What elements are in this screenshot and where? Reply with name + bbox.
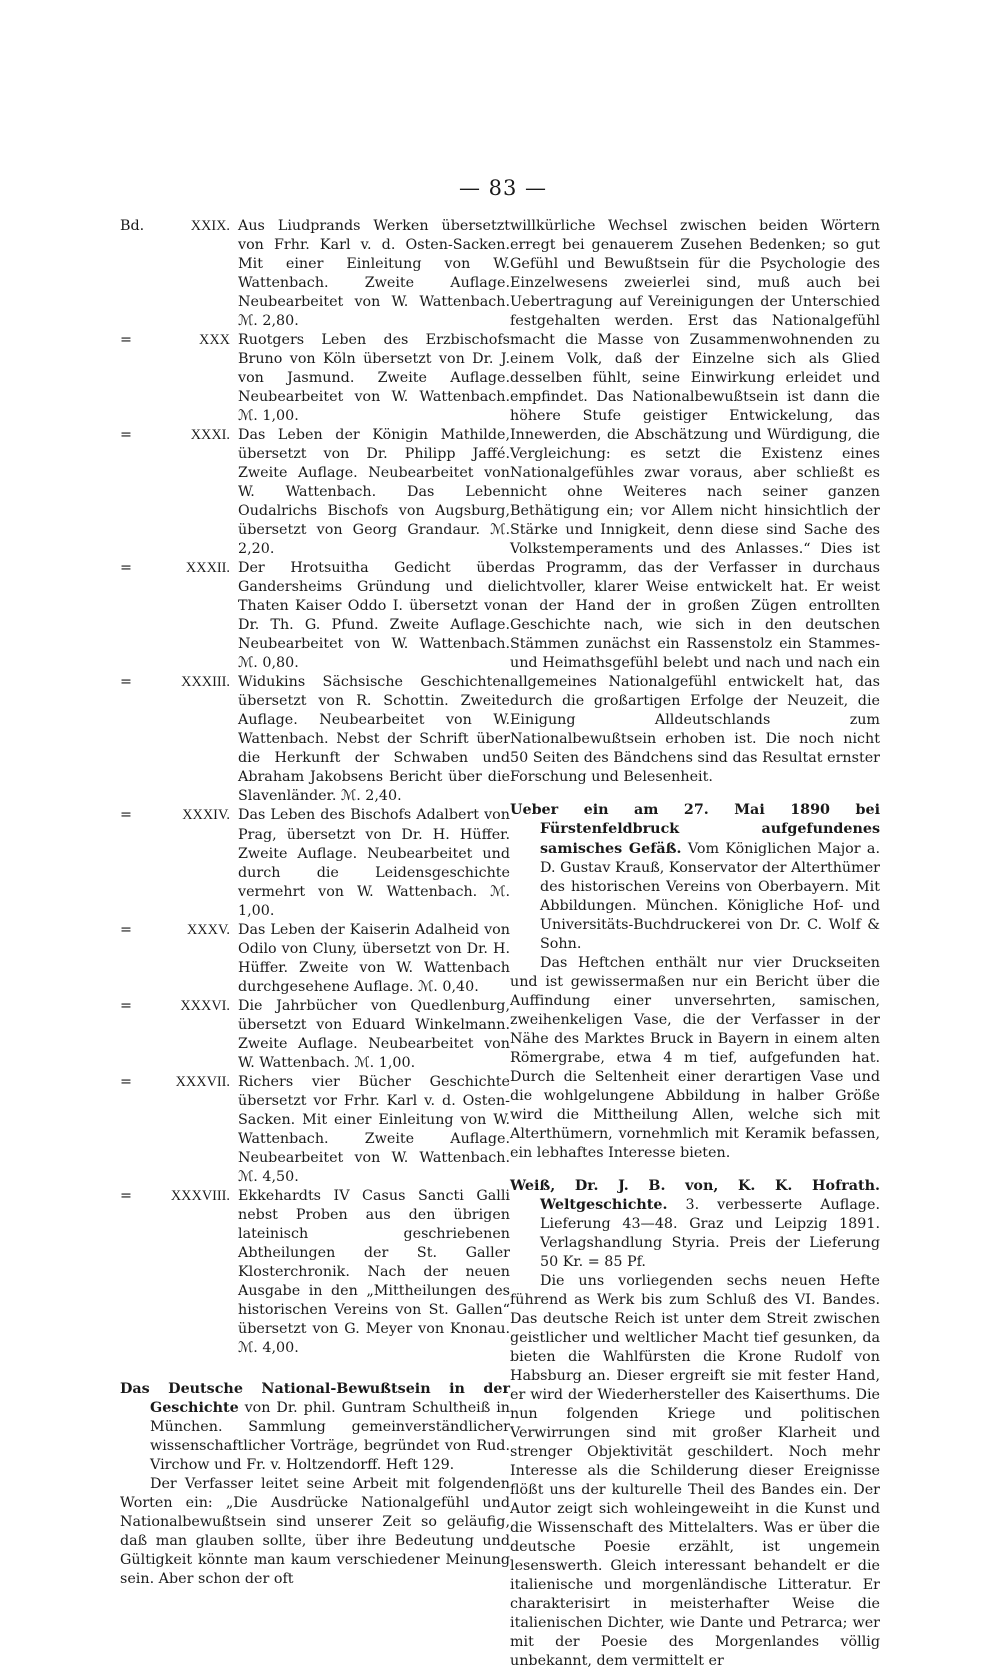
- ditto-mark: =: [120, 1073, 132, 1090]
- review-citation: 3. verbesserte Auflage. Lieferung 43—48. Graz und Leipzig 1891. Verlagshandlung Styria. Preis der Lieferung 50 Kr. = 85 Pf.: [540, 1196, 881, 1270]
- continuation-text: willkürliche Wechsel zwischen beiden Wörtern erregt bei genauerem Zusehen Bedenken; so gut Gefühl und Bewußtsein für die Psychologie des Einzelwesens zweierlei sind, muß auch bei Uebertragung auf Vereinigungen der Unterschied festgehalten werden. Erst das Nationalgefühl macht die Masse von Zusammenwohnenden zu einem Volk, daß der Einzelne sich als Glied desselben fühlt, seine Einwirkung erleidet und empfindet. Das Nationalbewußtsein ist dann die höhere Stufe geistiger Entwickelung, das Innewerden, die Abschätzung und Würdigung, die Vergleichung: es setzt die Existenz eines Nationalgefühles zwar voraus, aber schließt es nicht ohne Weiteres nach seiner ganzen Bethätigung ein; vor Allem nicht hinsichtlich der Stärke und Innigkeit, denn diese sind Sache des Volkstemperaments und des Anlasses.“ Dies ist das Programm, das der Verfasser in durchaus lichtvoller, klarer Weise entwickelt hat. Er weist an der Hand der in großen Zügen entrollten Geschichte nach, wie sich in den deutschen Stämmen zunächst ein Rassenstolz ein Stammes- und Heimathsgefühl belebt und nach und nach ein allgemeines Nationalgefühl entwickelt hat, das durch die großartigen Erfolge der Neuzeit, die Einigung Alldeutschlands zum Nationalbewußtsein erhoben ist. Die noch nicht 50 Seiten des Bändchens sind das Resultat ernster Forschung und Belesenheit.: [510, 218, 880, 786]
- review-samian-vessel: [510, 801, 880, 1162]
- volume-number: XXXVI.: [180, 997, 230, 1014]
- ditto-mark: =: [120, 997, 132, 1014]
- review-citation: Vom Königlichen Major a. D. Gustav Krauß, Konservator der Alterthümer des historischen Vereins von Oberbayern. Mit Abbildungen. München. Königliche Hof- und Universitäts-Buchdruckerei von Dr. C. Wolf & Sohn.: [540, 840, 881, 952]
- series-entry: [120, 426, 510, 559]
- ditto-mark: =: [120, 674, 132, 691]
- page-number: — 83 —: [458, 176, 548, 200]
- review-header: [510, 1177, 880, 1272]
- ditto-mark: =: [120, 427, 132, 444]
- volume-number: XXXV.: [186, 921, 230, 938]
- ditto-mark: =: [120, 807, 132, 824]
- entry-text: Ruotgers Leben des Erzbischofs Bruno von Köln übersetzt von Dr. J. von Jasmund. Zweite Auflage. Neubearbeitet von W. Wattenbach. ℳ. 1,00.: [238, 332, 510, 425]
- review-text: Der Verfasser leitet seine Arbeit mit folgenden Worten ein: „Die Ausdrücke Nationalgefühl und Nationalbewußtsein sind unserer Zeit so geläufig, daß man glauben sollte, über ihre Bedeutung und Gültigkeit könnte man kaum verschiedener Meinung sein. Aber schon der oft: [120, 1476, 510, 1588]
- series-entry: [120, 997, 510, 1073]
- series-entry: [120, 559, 510, 673]
- entry-text: Widukins Sächsische Geschichten übersetzt von R. Schottin. Zweite Auflage. Neubearbeitet von W. Wattenbach. Nebst der Schrift über die Herkunft der Schwaben und Abraham Jakobsens Bericht über die Slavenländer. ℳ. 2,40.: [238, 674, 510, 805]
- volume-number: XXXIII.: [181, 674, 230, 691]
- ditto-mark: =: [120, 332, 132, 349]
- entry-text: Die Jahrbücher von Quedlenburg, übersetzt von Eduard Winkelmann. Zweite Auflage. Neubearbeitet von W. Wattenbach. ℳ. 1,00.: [238, 997, 510, 1071]
- review-title: Das Deutsche National-Bewußtsein in der Geschichte: [120, 1380, 510, 1416]
- series-entry: [120, 331, 510, 426]
- ditto-mark: =: [120, 921, 132, 938]
- review-header: [510, 801, 880, 953]
- volume-number: XXXII.: [185, 560, 230, 577]
- series-entry: [120, 1187, 510, 1358]
- review-title: Weiß, Dr. J. B. von, K. K. Hofrath. Weltgeschichte.: [510, 1177, 880, 1213]
- review-continuation: [510, 217, 880, 787]
- volume-number: XXXVIII.: [170, 1187, 230, 1204]
- volume-number: XXXIV.: [182, 807, 230, 824]
- review-text: Die uns vorliegenden sechs neuen Hefte führend as Werk bis zum Schluß des VI. Bandes. Das deutsche Reich ist unter dem Streit zwischen geistlicher und weltlicher Macht tief gesunken, da bieten die Wahlfürsten die Krone Rudolf von Habsburg an. Dieser ergreift sie mit fester Hand, er wird der Wiederhersteller des Kaiserthums. Die nun folgenden Kriege und politischen Verwirrungen sind mit großer Klarheit und strenger Objektivität geschildert. Noch mehr Interesse als die Schilderung dieser Ereignisse flößt uns der kulturelle Theil des Bandes ein. Der Autor zeigt sich wohleingeweiht in die Kunst und die Wissenschaft des Mittelalters. Was er über die deutsche Poesie erzählt, ist ungemein lesenswerth. Gleich interessant behandelt er die italienische und morgenländische Litteratur. Er charakterisirt in meisterhafter Weise die italienischen Dichter, wie Dante und Petrarca; wer mit der Poesie des Morgenlandes völlig unbekannt, dem vermittelt er: [510, 1272, 880, 1670]
- entry-text: Ekkehardts IV Casus Sancti Galli nebst Proben aus den übrigen lateinisch geschriebenen Abtheilungen der St. Galler Klosterchronik. Nach der neuen Ausgabe in den „Mittheilungen des historischen Vereins von St. Gallen“ übersetzt von G. Meyer von Knonau. ℳ. 4,00.: [238, 1187, 510, 1356]
- right-column: [510, 217, 880, 1671]
- series-entry: [120, 806, 510, 920]
- volume-label: Bd.: [120, 218, 145, 234]
- review-weltgeschichte: [510, 1177, 880, 1671]
- ditto-mark: =: [120, 1187, 132, 1204]
- series-entry: [120, 921, 510, 997]
- entry-text: Der Hrotsuitha Gedicht über Gandersheims Gründung und die Thaten Kaiser Oddo I. übersetzt von Dr. Th. G. Pfund. Zweite Auflage. Neubearbeitet von W. Wattenbach. ℳ. 0,80.: [238, 560, 510, 672]
- series-entry: [120, 1073, 510, 1187]
- entry-text: Das Leben der Kaiserin Adalheid von Odilo von Cluny, übersetzt von Dr. H. Hüffer. Zweite von W. Wattenbach durchgesehene Auflage. ℳ. 0,40.: [238, 921, 510, 995]
- series-entry: [120, 217, 510, 331]
- volume-number: XXXI.: [190, 427, 230, 444]
- review-title: Ueber ein am 27. Mai 1890 bei Fürstenfeldbruck aufgefundenes samisches Gefäß.: [510, 802, 880, 857]
- review-national-bewusstsein: [120, 1380, 510, 1589]
- ditto-mark: =: [120, 560, 132, 577]
- review-citation: von Dr. phil. Guntram Schultheiß in München. Sammlung gemeinverständlicher wissenschaftlicher Vorträge, begründet von Rud. Virchow und Fr. v. Holtzendorff. Heft 129.: [150, 1399, 510, 1473]
- volume-number: XXX: [199, 332, 230, 349]
- series-entry: [120, 673, 510, 806]
- volume-number: XXIX.: [190, 218, 230, 234]
- left-column: [120, 217, 510, 1589]
- entry-text: Richers vier Bücher Geschichte übersetzt vor Frhr. Karl v. d. Osten-Sacken. Mit einer Einleitung von W. Wattenbach. Zweite Auflage. Neubearbeitet von W. Wattenbach. ℳ. 4,50.: [238, 1073, 510, 1185]
- review-text: Das Heftchen enthält nur vier Druckseiten und ist gewissermaßen nur ein Bericht über die Auffindung einer unversehrten, samischen, zweihenkeligen Vase, die der Verfasser in der Nähe des Marktes Bruck in Bayern in einem alten Römergrabe, etwa 4 m tief, aufgefunden hat. Durch die Seltenheit einer derartigen Vase und die wohlgelungene Abbildung in halber Größe wird die Mittheilung Allen, welche sich mit Alterthümern, vornehmlich mit Keramik befassen, ein lebhaftes Interesse bieten.: [510, 954, 880, 1161]
- entry-text: Das Leben der Königin Mathilde, übersetzt von Dr. Philipp Jaffé. Zweite Auflage. Neubearbeitet von W. Wattenbach. Das Leben Oudalrichs Bischofs von Augsburg, übersetzt von Georg Grandaur. ℳ. 2,20.: [238, 427, 510, 558]
- entry-text: Das Leben des Bischofs Adalbert von Prag, übersetzt von Dr. H. Hüffer. Zweite Auflage. Neubearbeitet und durch die Leidensgeschichte vermehrt von W. Wattenbach. ℳ. 1,00.: [238, 807, 510, 919]
- entry-text: Aus Liudprands Werken übersetzt von Frhr. Karl v. d. Osten-Sacken. Mit einer Einleitung von W. Wattenbach. Zweite Auflage. Neubearbeitet von W. Wattenbach. ℳ. 2,80.: [238, 218, 510, 330]
- review-header: [120, 1380, 510, 1475]
- volume-number: XXXVII.: [175, 1073, 230, 1090]
